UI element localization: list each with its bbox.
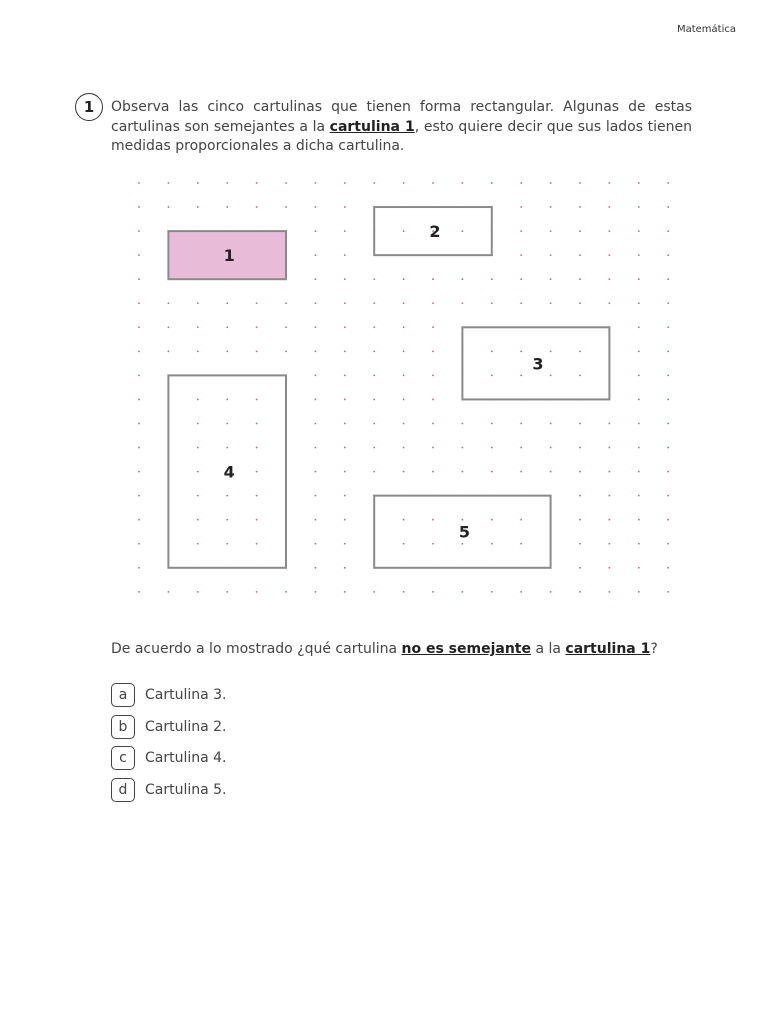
grid-dot: [344, 254, 346, 256]
grid-dot: [638, 567, 640, 569]
ask-text-middle: a la: [531, 641, 566, 657]
grid-dot: [226, 326, 228, 328]
ask-reference-cartulina: cartulina 1: [565, 641, 651, 657]
grid-dot: [491, 278, 493, 280]
grid-dot: [315, 471, 317, 473]
grid-dot: [403, 302, 405, 304]
grid-dot: [520, 254, 522, 256]
grid-dot: [491, 447, 493, 449]
ask-emphasis: no es semejante: [401, 641, 531, 657]
grid-dot: [344, 326, 346, 328]
grid-dot: [138, 543, 140, 545]
grid-dot: [256, 182, 258, 184]
grid-dot: [462, 423, 464, 425]
ask-text-end: ?: [650, 641, 658, 657]
option-text: Cartulina 2.: [145, 718, 227, 735]
grid-dot: [315, 447, 317, 449]
grid-dot: [344, 447, 346, 449]
cartulina-5: [374, 496, 550, 568]
grid-dot: [403, 182, 405, 184]
grid-dot: [403, 326, 405, 328]
grid-dot: [197, 182, 199, 184]
grid-dot: [638, 591, 640, 593]
grid-dot: [462, 471, 464, 473]
grid-dot: [462, 278, 464, 280]
grid-dot: [491, 302, 493, 304]
grid-dot: [138, 471, 140, 473]
grid-dot: [520, 447, 522, 449]
grid-dot: [344, 567, 346, 569]
grid-dot: [579, 302, 581, 304]
grid-dot: [579, 230, 581, 232]
cartulina-label: 3: [532, 354, 544, 374]
grid-dot: [315, 350, 317, 352]
grid-dot: [579, 519, 581, 521]
grid-dot: [609, 206, 611, 208]
grid-dot: [520, 278, 522, 280]
grid-dot: [138, 495, 140, 497]
grid-dot: [579, 591, 581, 593]
grid-dot: [197, 302, 199, 304]
grid-dot: [550, 447, 552, 449]
grid-dot: [609, 230, 611, 232]
grid-dot: [344, 543, 346, 545]
grid-dot: [638, 254, 640, 256]
grid-dot: [520, 423, 522, 425]
grid-dot: [344, 471, 346, 473]
grid-dot: [462, 447, 464, 449]
grid-dot: [550, 423, 552, 425]
grid-dot: [491, 423, 493, 425]
grid-dot: [609, 302, 611, 304]
ask-text-start: De acuerdo a lo mostrado ¿qué cartulina: [111, 641, 402, 657]
grid-dot: [344, 495, 346, 497]
grid-dot: [432, 350, 434, 352]
option-text: Cartulina 4.: [145, 750, 227, 766]
grid-dot: [638, 326, 640, 328]
grid-dot: [520, 230, 522, 232]
grid-dot: [138, 182, 140, 184]
grid-dot: [256, 350, 258, 352]
cartulina-2: [374, 207, 492, 255]
grid-dot: [315, 230, 317, 232]
grid-dot: [285, 206, 287, 208]
grid-dot: [256, 326, 258, 328]
grid-dot: [373, 278, 375, 280]
grid-dot: [138, 423, 140, 425]
cartulina-label: 5: [458, 522, 470, 542]
grid-dot: [638, 182, 640, 184]
grid-dot: [373, 399, 375, 401]
grid-dot: [315, 519, 317, 521]
prompt-reference-cartulina: cartulina 1: [329, 118, 415, 135]
grid-dot: [667, 495, 669, 497]
grid-dot: [638, 375, 640, 377]
grid-dot: [315, 375, 317, 377]
grid-dot: [285, 591, 287, 593]
grid-dot: [138, 278, 140, 280]
grid-dot: [197, 350, 199, 352]
grid-dot: [550, 302, 552, 304]
grid-dot: [638, 495, 640, 497]
grid-dot: [344, 182, 346, 184]
grid-dot: [373, 471, 375, 473]
cartulina-3: [462, 327, 609, 399]
grid-dot: [667, 350, 669, 352]
grid-dot: [344, 278, 346, 280]
grid-dot: [315, 543, 317, 545]
grid-dot: [579, 471, 581, 473]
grid-dot: [609, 519, 611, 521]
grid-dot: [373, 375, 375, 377]
grid-dot: [609, 182, 611, 184]
prompt-text-end: , esto quiere decir que sus lados tienen medidas proporcionales a dicha cartulina.: [111, 118, 693, 154]
grid-dot: [138, 519, 140, 521]
grid-dot: [432, 182, 434, 184]
grid-dot: [550, 206, 552, 208]
grid-dot: [638, 519, 640, 521]
grid-dot: [520, 182, 522, 184]
grid-dot: [373, 591, 375, 593]
cartulina-1: [168, 231, 286, 279]
grid-dot: [138, 591, 140, 593]
grid-dot: [579, 206, 581, 208]
grid-dot: [256, 591, 258, 593]
grid-dot: [285, 302, 287, 304]
grid-dot: [138, 302, 140, 304]
grid-dot: [520, 471, 522, 473]
grid-dot: [638, 230, 640, 232]
grid-dot: [168, 350, 170, 352]
grid-dot: [403, 278, 405, 280]
grid-dot: [579, 495, 581, 497]
grid-dot: [256, 302, 258, 304]
grid-dot: [638, 423, 640, 425]
cartulina-4: [168, 375, 286, 567]
grid-dot: [168, 182, 170, 184]
grid-dot: [197, 206, 199, 208]
grid-dot: [609, 591, 611, 593]
grid-dot: [315, 495, 317, 497]
grid-dot: [226, 206, 228, 208]
grid-dot: [579, 567, 581, 569]
grid-dot: [609, 254, 611, 256]
grid-dot: [344, 206, 346, 208]
grid-dot: [491, 471, 493, 473]
option-b[interactable]: [111, 715, 227, 739]
grid-dot: [667, 567, 669, 569]
grid-dot: [403, 423, 405, 425]
grid-dot: [226, 591, 228, 593]
grid-dot: [373, 423, 375, 425]
grid-dot: [373, 326, 375, 328]
grid-dot: [373, 182, 375, 184]
grid-dot: [403, 471, 405, 473]
option-letter-box: b: [111, 715, 135, 739]
grid-dot: [609, 278, 611, 280]
grid-dot: [344, 423, 346, 425]
grid-dot: [667, 543, 669, 545]
grid-dot: [197, 591, 199, 593]
grid-dot: [168, 302, 170, 304]
grid-dot: [491, 182, 493, 184]
grid-dot: [344, 519, 346, 521]
grid-dot: [462, 591, 464, 593]
option-a[interactable]: [111, 683, 227, 707]
grid-dot: [138, 254, 140, 256]
grid-dot: [373, 350, 375, 352]
grid-dot: [403, 375, 405, 377]
grid-dot: [638, 350, 640, 352]
prompt-text-start: Observa las cinco cartulinas que tienen forma rectangular. Algunas de estas cartulinas son semejantes a la: [111, 99, 692, 135]
question-ask: [111, 641, 658, 657]
grid-dot: [403, 447, 405, 449]
grid-dot: [638, 206, 640, 208]
grid-dot: [520, 206, 522, 208]
grid-dot: [550, 278, 552, 280]
grid-dot: [550, 471, 552, 473]
grid-dot: [579, 447, 581, 449]
grid-dot: [403, 399, 405, 401]
grid-dot: [432, 326, 434, 328]
grid-dot: [315, 206, 317, 208]
grid-dot: [638, 471, 640, 473]
grid-dot: [432, 591, 434, 593]
grid-dot: [344, 230, 346, 232]
grid-dot: [638, 447, 640, 449]
grid-dot: [609, 567, 611, 569]
grid-dot: [579, 423, 581, 425]
grid-dot: [226, 182, 228, 184]
grid-dot: [667, 423, 669, 425]
grid-dot: [667, 182, 669, 184]
grid-dot: [138, 206, 140, 208]
grid-dot: [344, 591, 346, 593]
grid-dot: [638, 302, 640, 304]
grid-dot: [168, 206, 170, 208]
grid-dot: [462, 302, 464, 304]
cartulinas: [168, 207, 609, 568]
grid-dot: [579, 254, 581, 256]
grid-dot: [432, 302, 434, 304]
cartulina-label: 1: [223, 246, 235, 266]
grid-dot: [315, 423, 317, 425]
grid-dot: [667, 591, 669, 593]
grid-dot: [550, 254, 552, 256]
option-letter-box: c: [111, 746, 135, 770]
grid-dot: [579, 543, 581, 545]
grid-dot: [285, 350, 287, 352]
answer-options: [111, 683, 227, 809]
cartulina-label: 2: [429, 222, 441, 242]
grid-dot: [638, 399, 640, 401]
grid-dot: [315, 254, 317, 256]
grid-dot: [432, 399, 434, 401]
grid-dot: [226, 350, 228, 352]
grid-dot: [403, 591, 405, 593]
option-letter-box: d: [111, 778, 135, 802]
grid-dot: [579, 182, 581, 184]
grid-dot: [373, 447, 375, 449]
grid-dot: [315, 182, 317, 184]
grid-dot: [491, 591, 493, 593]
grid-dot: [520, 302, 522, 304]
grid-dot: [520, 591, 522, 593]
grid-dot: [432, 278, 434, 280]
grid-dot: [373, 302, 375, 304]
grid-dot: [403, 350, 405, 352]
grid-dot: [579, 278, 581, 280]
grid-dot: [667, 206, 669, 208]
grid-dot: [609, 495, 611, 497]
grid-dot: [138, 399, 140, 401]
grid-dot: [315, 326, 317, 328]
grid-dot: [138, 350, 140, 352]
grid-dot: [667, 519, 669, 521]
grid-dot: [315, 302, 317, 304]
cartulina-label: 4: [223, 462, 235, 482]
grid-dot: [609, 447, 611, 449]
grid-dot: [609, 423, 611, 425]
question-number-badge: 1: [75, 93, 103, 121]
subject-header: Matemática: [676, 24, 736, 35]
grid-dot: [315, 591, 317, 593]
grid-dot: [609, 471, 611, 473]
grid-dot: [285, 182, 287, 184]
grid-dot: [138, 447, 140, 449]
grid-dot: [315, 399, 317, 401]
grid-dot: [168, 326, 170, 328]
grid-dot: [138, 326, 140, 328]
grid-dot: [315, 278, 317, 280]
grid-dot: [550, 591, 552, 593]
grid-dot: [226, 302, 228, 304]
grid-dot: [344, 350, 346, 352]
option-letter-box: a: [111, 683, 135, 707]
grid-dot: [344, 399, 346, 401]
grid-dot: [667, 278, 669, 280]
option-text: Cartulina 5.: [145, 781, 227, 798]
grid-dot: [432, 375, 434, 377]
grid-dot: [667, 375, 669, 377]
grid-dot: [609, 543, 611, 545]
grid-dot: [138, 567, 140, 569]
grid-dot: [256, 206, 258, 208]
grid-dot: [550, 182, 552, 184]
grid-dot: [667, 447, 669, 449]
grid-dot: [462, 182, 464, 184]
grid-dot: [285, 326, 287, 328]
grid-dot: [667, 326, 669, 328]
grid-dot: [168, 591, 170, 593]
grid-dot: [638, 543, 640, 545]
option-text: Cartulina 3.: [145, 687, 227, 703]
grid-dot: [344, 375, 346, 377]
grid-dot: [432, 471, 434, 473]
grid-dot: [432, 423, 434, 425]
grid-dot: [138, 375, 140, 377]
grid-dot: [432, 447, 434, 449]
grid-dot: [667, 254, 669, 256]
grid-dot: [667, 302, 669, 304]
grid-dot: [638, 278, 640, 280]
grid-dot: [667, 399, 669, 401]
grid-dot: [138, 230, 140, 232]
option-d[interactable]: [111, 778, 227, 802]
grid-dot: [667, 471, 669, 473]
grid-dot: [550, 230, 552, 232]
option-c[interactable]: [111, 746, 227, 770]
grid-dot: [667, 230, 669, 232]
grid-dot: [315, 567, 317, 569]
grid-dot: [197, 326, 199, 328]
grid-dot: [344, 302, 346, 304]
